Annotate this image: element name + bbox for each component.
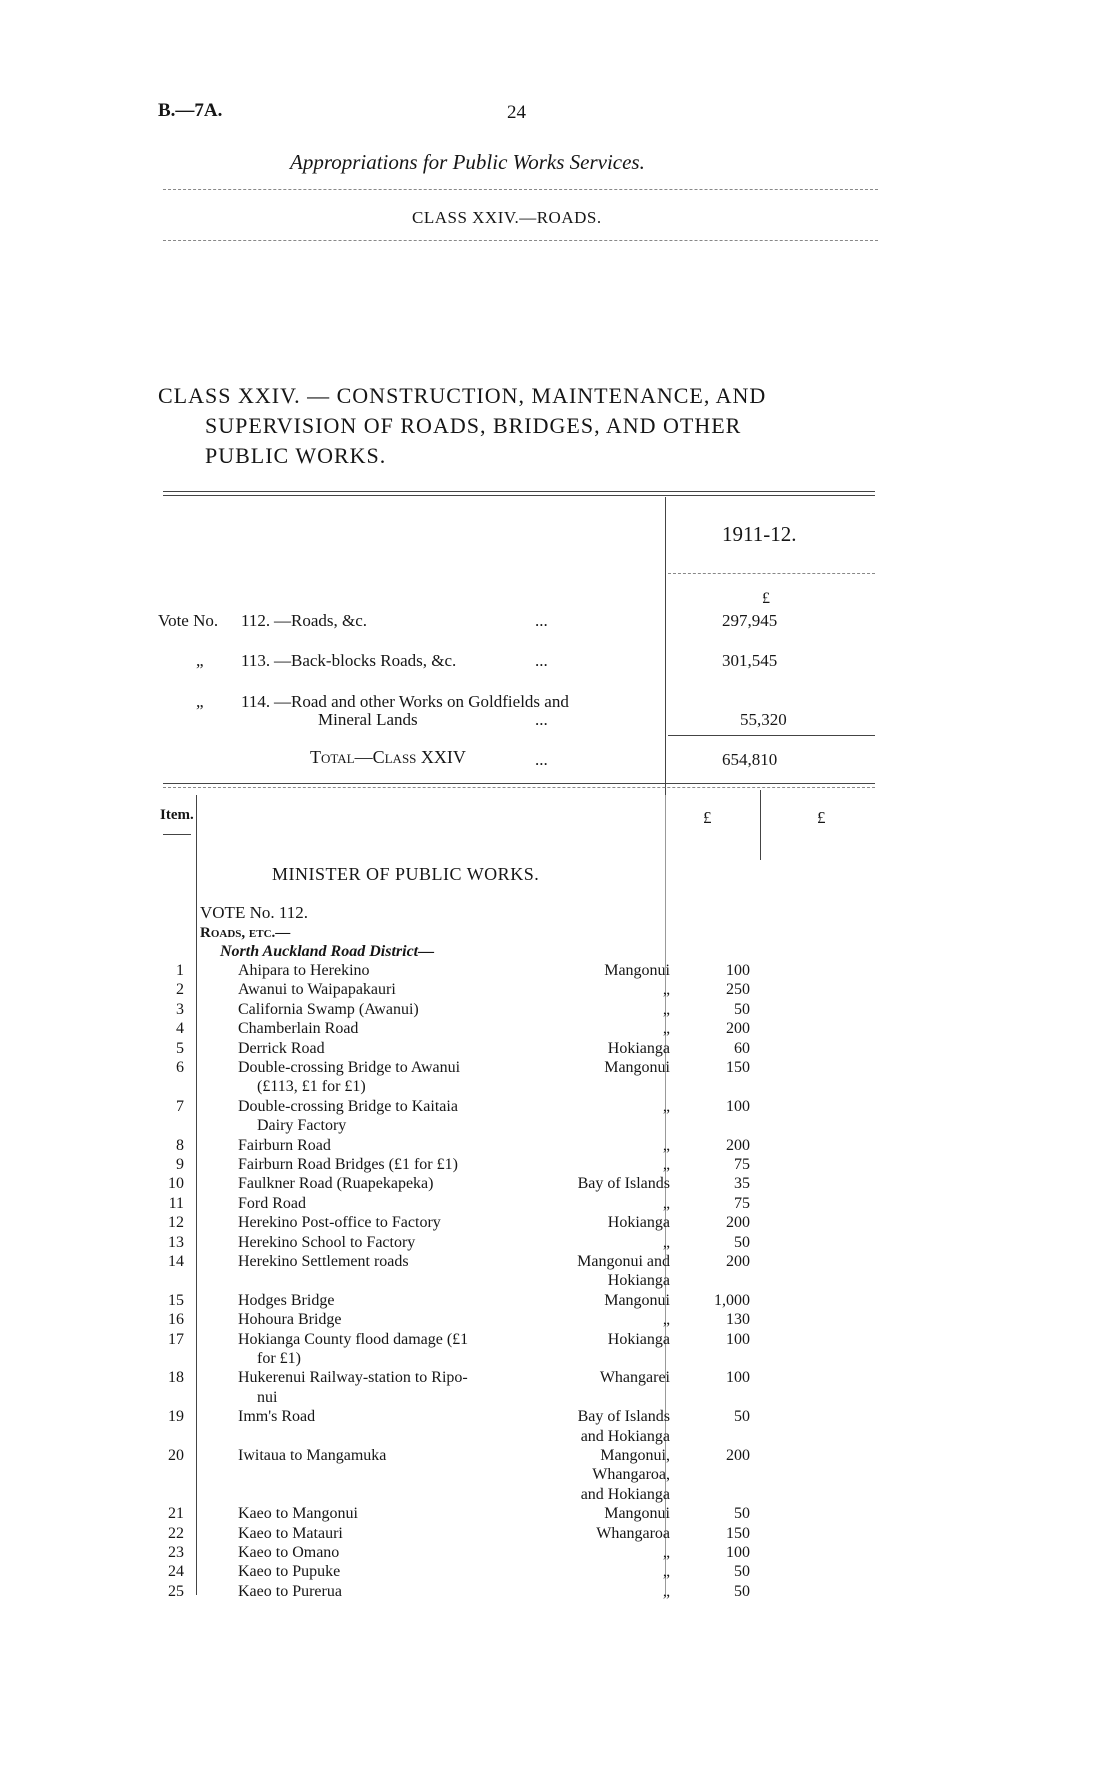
table-row (0, 1447, 1114, 1503)
item-name: Iwitaua to Mangamuka (238, 1447, 387, 1464)
vote-label: —Road and other Works on Goldfields and (274, 692, 569, 711)
item-amount: 200 (726, 1214, 750, 1232)
item-district: „ (662, 981, 670, 999)
vote-number: 114. (241, 692, 271, 711)
item-number: 10 (168, 1175, 184, 1193)
item-district: Mangonui and (577, 1253, 670, 1270)
item-district: „ (662, 1156, 670, 1173)
table-row (0, 981, 1114, 1000)
item-amount: 75 (734, 1194, 750, 1212)
table-row (0, 1292, 1114, 1311)
item-district: Hokianga (607, 1330, 670, 1348)
item-district: „ (662, 1000, 670, 1018)
divider (668, 573, 875, 574)
item-district: Bay of Islands (577, 1175, 670, 1193)
item-amount: 200 (726, 1253, 750, 1270)
item-district: Mangonui (604, 1059, 670, 1076)
table-row (0, 1369, 1114, 1406)
item-number: 23 (168, 1544, 184, 1561)
item-amount: 200 (726, 1136, 750, 1154)
item-district: Mangonui (604, 962, 670, 979)
item-district: „ (662, 1194, 670, 1212)
document-code: B.—7A. (158, 100, 223, 121)
main-heading-line-2: SUPERVISION OF ROADS, BRIDGES, AND OTHER (205, 413, 742, 438)
item-district: Mangonui (604, 1291, 670, 1309)
table-row (0, 1097, 1114, 1135)
vote-label: —Roads, &c. (274, 611, 368, 630)
item-number: 18 (168, 1369, 184, 1387)
item-name: Fairburn Road (238, 1136, 331, 1154)
item-amount: 50 (734, 1408, 750, 1426)
item-name: Ford Road (238, 1194, 306, 1212)
table-row (0, 1001, 1114, 1020)
page-number: 24 (507, 102, 526, 123)
item-number: 12 (168, 1214, 184, 1232)
table-row (0, 1253, 1114, 1290)
item-district: Mangonui (604, 1505, 670, 1523)
vote-prefix: Vote No. (158, 611, 219, 630)
item-district-continued: Whangaroa, (592, 1466, 670, 1484)
item-district-continued: and Hokianga (580, 1485, 670, 1503)
item-number: 16 (168, 1311, 184, 1329)
item-district-continued: Hokianga (607, 1272, 670, 1290)
item-name: Hukerenui Railway-station to Ripo- (238, 1369, 468, 1387)
leader-dots: ... (535, 651, 548, 670)
item-amount: 250 (726, 981, 750, 999)
item-amount: 35 (734, 1175, 750, 1193)
item-number: 4 (176, 1020, 184, 1038)
item-number: 14 (168, 1253, 184, 1270)
table-row (0, 1040, 1114, 1059)
running-title: Appropriations for Public Works Services. (290, 150, 645, 174)
item-amount: 100 (726, 1369, 750, 1387)
item-name: Kaeo to Omano (238, 1544, 340, 1561)
subtotal-rule (668, 735, 875, 736)
vote-label-continued: Mineral Lands (318, 710, 418, 729)
item-number: 25 (168, 1582, 184, 1600)
item-number: 8 (176, 1136, 184, 1154)
item-district: Mangonui, (600, 1447, 670, 1464)
item-number: 6 (176, 1059, 184, 1076)
item-name: Herekino Settlement roads (238, 1253, 409, 1270)
vote-prefix: „ (196, 651, 204, 670)
item-district: Hokianga (607, 1039, 670, 1057)
divider (163, 240, 878, 241)
vote-number: 113. (241, 651, 271, 670)
item-number: 15 (168, 1291, 184, 1309)
table-row (0, 1408, 1114, 1445)
item-amount: 100 (726, 1330, 750, 1348)
item-name: Kaeo to Matauri (238, 1524, 343, 1542)
item-name: Hohoura Bridge (238, 1311, 342, 1329)
table-row (0, 962, 1114, 981)
item-name: Kaeo to Purerua (238, 1582, 342, 1600)
table-row (0, 1330, 1114, 1367)
item-number: 17 (168, 1330, 184, 1348)
item-name: Kaeo to Pupuke (238, 1563, 341, 1581)
item-number: 19 (168, 1408, 184, 1426)
table-row (0, 1020, 1114, 1039)
table-bottom-rule (163, 787, 875, 788)
vote-number: 112. (241, 611, 271, 630)
item-amount: 200 (726, 1447, 750, 1464)
table-row (0, 1583, 1114, 1602)
table-bottom-rule (163, 783, 875, 784)
vote-label: —Back-blocks Roads, &c. (274, 651, 457, 670)
item-name: Double-crossing Bridge to Kaitaia (238, 1097, 458, 1115)
item-amount: 100 (726, 962, 750, 979)
table-row (0, 1563, 1114, 1582)
table-row (0, 1214, 1114, 1233)
item-district: „ (662, 1136, 670, 1154)
leader-dots: ... (535, 611, 548, 630)
item-amount: 200 (726, 1020, 750, 1038)
currency-symbol: £ (762, 590, 770, 607)
item-amount: 150 (726, 1059, 750, 1076)
item-number: 2 (176, 981, 184, 999)
vote-amount: 301,545 (722, 651, 778, 670)
leader-dots: ... (535, 750, 548, 769)
item-district: Whangaroa (596, 1524, 670, 1542)
item-name: Double-crossing Bridge to Awanui (238, 1059, 461, 1076)
item-amount: 100 (726, 1544, 750, 1561)
pound-column-header: £ (817, 808, 826, 827)
item-district: „ (662, 1563, 670, 1581)
item-number: 13 (168, 1233, 184, 1251)
item-name-continued: (£113, £1 for £1) (257, 1078, 366, 1096)
item-district: Whangarei (599, 1369, 670, 1387)
fiscal-year: 1911-12. (722, 522, 797, 546)
vote-heading: VOTE No. 112. (200, 903, 308, 922)
item-district: „ (662, 1311, 670, 1329)
item-number: 24 (168, 1563, 184, 1581)
item-number: 3 (176, 1000, 184, 1018)
table-row (0, 1059, 1114, 1096)
item-name-continued: for £1) (257, 1349, 301, 1367)
main-heading-line-3: PUBLIC WORKS. (205, 443, 387, 468)
item-number: 20 (168, 1447, 184, 1464)
item-district: „ (662, 1020, 670, 1038)
item-name: Imm's Road (238, 1408, 316, 1426)
item-number: 9 (176, 1156, 184, 1173)
divider (163, 189, 878, 190)
item-name: Ahipara to Herekino (238, 962, 370, 979)
total-label: Total—Class XXIV (310, 747, 466, 767)
table-row (0, 1137, 1114, 1156)
item-name-continued: nui (257, 1388, 278, 1406)
item-amount: 50 (734, 1233, 750, 1251)
item-district: „ (662, 1233, 670, 1251)
divider (163, 834, 191, 835)
vote-prefix: „ (196, 692, 204, 711)
pound-column-header: £ (703, 808, 712, 827)
item-district: „ (662, 1097, 670, 1115)
table-row (0, 1505, 1114, 1524)
item-name: Derrick Road (238, 1039, 325, 1057)
class-subtitle: CLASS XXIV.—ROADS. (412, 208, 602, 227)
table-row (0, 1234, 1114, 1253)
item-name-continued: Dairy Factory (257, 1117, 347, 1135)
vote-amount: 297,945 (722, 611, 778, 630)
item-amount: 60 (734, 1039, 750, 1057)
item-name: Faulkner Road (Ruapekapeka) (238, 1175, 434, 1193)
table-row (0, 1525, 1114, 1544)
district-heading: North Auckland Road District— (220, 943, 435, 960)
item-district: „ (662, 1544, 670, 1561)
item-amount: 50 (734, 1505, 750, 1523)
item-amount: 50 (734, 1000, 750, 1018)
pound-column-divider (760, 790, 761, 860)
item-number: 22 (168, 1524, 184, 1542)
table-row (0, 1311, 1114, 1330)
item-amount: 50 (734, 1582, 750, 1600)
item-name: California Swamp (Awanui) (238, 1000, 419, 1018)
item-name: Herekino Post-office to Factory (238, 1214, 441, 1232)
item-amount: 1,000 (714, 1291, 750, 1309)
item-district: Bay of Islands (577, 1408, 670, 1426)
item-number: 5 (176, 1039, 184, 1057)
item-name: Awanui to Waipapakauri (238, 981, 396, 999)
table-row (0, 1175, 1114, 1194)
item-number: 7 (176, 1097, 184, 1115)
item-district: „ (662, 1582, 670, 1600)
item-name: Hokianga County flood damage (£1 (238, 1330, 469, 1348)
table-row (0, 1544, 1114, 1563)
minister-heading: MINISTER OF PUBLIC WORKS. (272, 864, 540, 884)
column-divider (665, 497, 666, 803)
item-name: Chamberlain Road (238, 1020, 359, 1038)
item-column-header: Item. (160, 807, 194, 823)
table-row (0, 1156, 1114, 1175)
item-amount: 75 (734, 1156, 750, 1173)
leader-dots: ... (535, 710, 548, 729)
item-amount: 150 (726, 1524, 750, 1542)
item-number: 1 (176, 962, 184, 979)
main-heading-line-1: CLASS XXIV. — CONSTRUCTION, MAINTENANCE, AND (158, 383, 767, 408)
roads-heading: Roads, etc.— (200, 925, 291, 941)
vote-amount: 55,320 (740, 710, 787, 729)
total-amount: 654,810 (722, 750, 778, 769)
table-top-rule (163, 495, 875, 496)
item-name: Fairburn Road Bridges (£1 for £1) (238, 1156, 458, 1173)
item-name: Herekino School to Factory (238, 1233, 416, 1251)
table-row (0, 1195, 1114, 1214)
item-amount: 50 (734, 1563, 750, 1581)
item-number: 21 (168, 1505, 184, 1523)
item-name: Hodges Bridge (238, 1291, 335, 1309)
item-district-continued: and Hokianga (580, 1427, 670, 1445)
item-district: Hokianga (607, 1214, 670, 1232)
item-amount: 130 (726, 1311, 750, 1329)
item-name: Kaeo to Mangonui (238, 1505, 358, 1523)
item-amount: 100 (726, 1097, 750, 1115)
table-top-rule (163, 491, 875, 492)
item-number: 11 (168, 1194, 184, 1212)
